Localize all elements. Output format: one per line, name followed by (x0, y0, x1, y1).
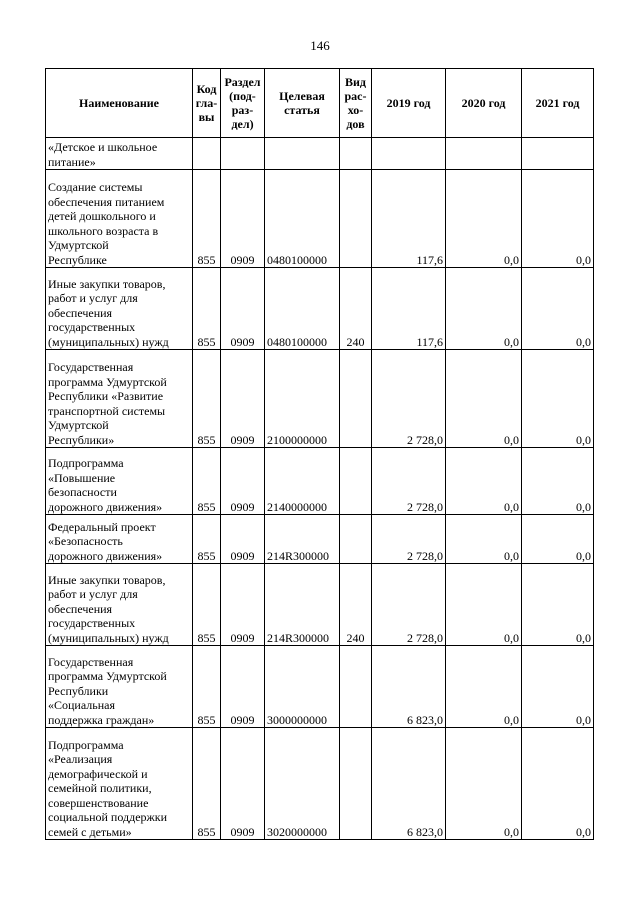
name-cell: Подпрограмма «Реализация демографической и семейной политики, совершенствование социальной поддержки семей с детьми» (46, 728, 193, 840)
header-expense-type: Вид рас- хо- дов (340, 69, 372, 138)
name-cell: Создание системы обеспечения питанием детей дошкольного и школьного возраста в Удмуртской Республике (46, 170, 193, 268)
header-2019: 2019 год (372, 69, 446, 138)
header-target: Целевая статья (265, 69, 340, 138)
section-code-cell: 0909 (221, 515, 265, 564)
chapter-code-cell: 855 (193, 170, 221, 268)
table-row (46, 646, 594, 728)
chapter-code-cell (193, 138, 221, 170)
amount-2019-cell: 2 728,0 (372, 564, 446, 646)
amount-2019-cell (372, 138, 446, 170)
chapter-code-cell: 855 (193, 448, 221, 515)
table-row (46, 138, 594, 170)
amount-2020-cell (446, 138, 522, 170)
header-2021: 2021 год (522, 69, 594, 138)
amount-2021-cell: 0,0 (522, 268, 594, 350)
table-row (46, 170, 594, 268)
expense-type-cell (340, 515, 372, 564)
amount-2019-cell: 117,6 (372, 170, 446, 268)
table-row (46, 350, 594, 448)
table-body (46, 138, 594, 840)
section-code-cell (221, 138, 265, 170)
target-article-cell: 214R300000 (265, 515, 340, 564)
chapter-code-cell: 855 (193, 268, 221, 350)
section-code-cell: 0909 (221, 350, 265, 448)
expense-type-cell (340, 728, 372, 840)
name-cell: Государственная программа Удмуртской Республики «Социальная поддержка граждан» (46, 646, 193, 728)
target-article-cell (265, 138, 340, 170)
chapter-code-cell: 855 (193, 728, 221, 840)
section-code-cell: 0909 (221, 268, 265, 350)
amount-2021-cell (522, 138, 594, 170)
target-article-cell: 0480100000 (265, 268, 340, 350)
chapter-code-cell: 855 (193, 646, 221, 728)
table-row (46, 268, 594, 350)
amount-2019-cell: 2 728,0 (372, 515, 446, 564)
header-section: Раздел (под- раз- дел) (221, 69, 265, 138)
table-row (46, 515, 594, 564)
amount-2021-cell: 0,0 (522, 350, 594, 448)
table-row (46, 564, 594, 646)
chapter-code-cell: 855 (193, 350, 221, 448)
amount-2020-cell: 0,0 (446, 515, 522, 564)
target-article-cell: 214R300000 (265, 564, 340, 646)
section-code-cell: 0909 (221, 448, 265, 515)
section-code-cell: 0909 (221, 728, 265, 840)
expense-type-cell: 240 (340, 564, 372, 646)
target-article-cell: 3020000000 (265, 728, 340, 840)
expense-type-cell: 240 (340, 268, 372, 350)
amount-2021-cell: 0,0 (522, 564, 594, 646)
amount-2019-cell: 2 728,0 (372, 350, 446, 448)
amount-2021-cell: 0,0 (522, 448, 594, 515)
section-code-cell: 0909 (221, 564, 265, 646)
target-article-cell: 3000000000 (265, 646, 340, 728)
target-article-cell: 0480100000 (265, 170, 340, 268)
amount-2020-cell: 0,0 (446, 170, 522, 268)
amount-2021-cell: 0,0 (522, 515, 594, 564)
name-cell: Федеральный проект «Безопасность дорожного движения» (46, 515, 193, 564)
expense-type-cell (340, 646, 372, 728)
name-cell: Подпрограмма «Повышение безопасности дорожного движения» (46, 448, 193, 515)
amount-2020-cell: 0,0 (446, 350, 522, 448)
amount-2019-cell: 2 728,0 (372, 448, 446, 515)
target-article-cell: 2140000000 (265, 448, 340, 515)
amount-2019-cell: 117,6 (372, 268, 446, 350)
expense-type-cell (340, 350, 372, 448)
amount-2020-cell: 0,0 (446, 646, 522, 728)
amount-2020-cell: 0,0 (446, 564, 522, 646)
header-chapter: Код гла- вы (193, 69, 221, 138)
amount-2020-cell: 0,0 (446, 728, 522, 840)
amount-2019-cell: 6 823,0 (372, 646, 446, 728)
header-2020: 2020 год (446, 69, 522, 138)
name-cell: «Детское и школьное питание» (46, 138, 193, 170)
name-cell: Государственная программа Удмуртской Республики «Развитие транспортной системы Удмуртской Республики» (46, 350, 193, 448)
chapter-code-cell: 855 (193, 564, 221, 646)
amount-2021-cell: 0,0 (522, 728, 594, 840)
amount-2021-cell: 0,0 (522, 646, 594, 728)
name-cell: Иные закупки товаров, работ и услуг для обеспечения государственных (муниципальных) нужд (46, 268, 193, 350)
amount-2020-cell: 0,0 (446, 268, 522, 350)
header-name: Наименование (46, 69, 193, 138)
section-code-cell: 0909 (221, 646, 265, 728)
header-row (46, 69, 594, 138)
table-row (46, 448, 594, 515)
table-row (46, 728, 594, 840)
target-article-cell: 2100000000 (265, 350, 340, 448)
section-code-cell: 0909 (221, 170, 265, 268)
amount-2021-cell: 0,0 (522, 170, 594, 268)
expense-type-cell (340, 448, 372, 515)
amount-2020-cell: 0,0 (446, 448, 522, 515)
expense-type-cell (340, 138, 372, 170)
name-cell: Иные закупки товаров, работ и услуг для обеспечения государственных (муниципальных) нужд (46, 564, 193, 646)
expense-type-cell (340, 170, 372, 268)
chapter-code-cell: 855 (193, 515, 221, 564)
page-number: 146 (310, 38, 330, 53)
budget-table (45, 68, 594, 840)
amount-2019-cell: 6 823,0 (372, 728, 446, 840)
